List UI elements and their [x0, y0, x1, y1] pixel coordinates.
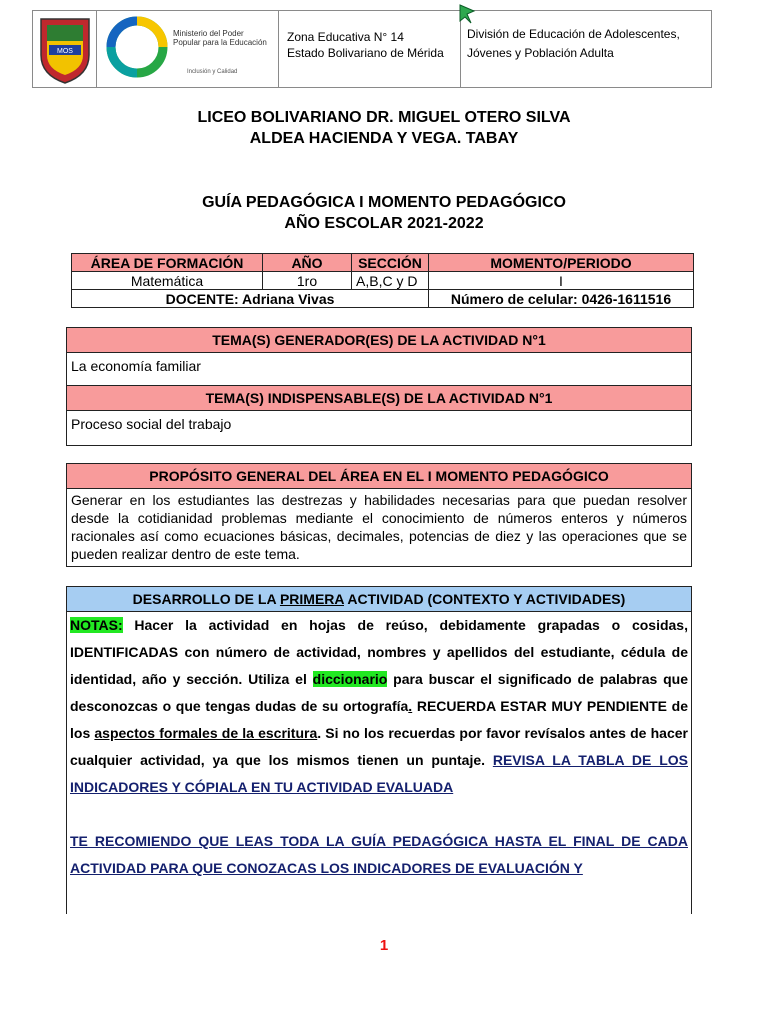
school-line-2: ALDEA HACIENDA Y VEGA. TABAY: [249, 130, 519, 147]
cell-area: Matemática: [72, 272, 263, 290]
formal-aspects-link: aspectos formales de la escritura: [94, 725, 318, 741]
school-crest-logo: [33, 11, 97, 87]
generator-content: La economía familiar: [67, 353, 691, 386]
indispensable-content: Proceso social del trabajo: [71, 416, 232, 432]
notes-p2: para buscar el significado de palabras que desconozcas o que tengas dudas de su ortografía: [70, 671, 688, 714]
ministry-logo: [97, 11, 279, 87]
school-title: [0, 107, 768, 149]
teacher-cell: DOCENTE: Adriana Vivas: [72, 290, 429, 308]
ministry-name: Ministerio del Poder Popular para la Educación: [173, 29, 267, 47]
division-line-1: División de Educación de Adolescentes,: [467, 27, 680, 41]
recommendation-text: TE RECOMIENDO QUE LEAS TODA LA GUÍA PEDAGÓGICA HASTA EL FINAL DE CADA ACTIVIDAD PARA QUE CONOZACAS LOS INDICADORES DE EVALUACIÓN Y: [70, 833, 688, 876]
ministry-tagline: Inclusión y Calidad: [187, 69, 238, 75]
cell-section: A,B,C y D: [352, 272, 429, 290]
header-year: AÑO: [263, 254, 352, 272]
zone-line-1: Zona Educativa N° 14: [287, 30, 404, 44]
purpose-box: [66, 463, 692, 567]
division-label: [461, 11, 711, 87]
header-period: MOMENTO/PERIODO: [429, 254, 694, 272]
notes-p2-dot: .: [408, 698, 413, 714]
guide-line-1: GUÍA PEDAGÓGICA I MOMENTO PEDAGÓGICO: [202, 194, 566, 211]
cell-period: I: [429, 272, 694, 290]
indispensable-title: TEMA(S) INDISPENSABLE(S) DE LA ACTIVIDAD N°1: [67, 386, 691, 411]
development-text: [67, 612, 691, 882]
dictionary-highlight: diccionario: [312, 671, 388, 687]
green-flag-icon: [457, 3, 477, 25]
page-number: 1: [379, 937, 389, 954]
header-area: ÁREA DE FORMACIÓN: [72, 254, 263, 272]
phone-cell: Número de celular: 0426-1611516: [429, 290, 694, 308]
review-indicators: REVISA LA TABLA DE LOS INDICADORES Y CÓPIALA EN TU ACTIVIDAD EVALUADA: [70, 752, 688, 795]
school-line-1: LICEO BOLIVARIANO DR. MIGUEL OTERO SILVA: [197, 109, 571, 126]
development-box: [66, 586, 692, 914]
svg-text:MOS: MOS: [57, 48, 73, 55]
guide-line-2: AÑO ESCOLAR 2021-2022: [284, 215, 484, 232]
cell-year: 1ro: [263, 272, 352, 290]
generator-title: TEMA(S) GENERADOR(ES) DE LA ACTIVIDAD N°1: [67, 328, 691, 353]
division-line-2: Jóvenes y Población Adulta: [467, 46, 614, 60]
development-title: [67, 587, 691, 612]
notes-label: NOTAS:: [70, 617, 123, 633]
purpose-title: PROPÓSITO GENERAL DEL ÁREA EN EL I MOMENTO PEDAGÓGICO: [67, 464, 691, 489]
development-title-first: PRIMERA: [279, 591, 344, 607]
header-section: SECCIÓN: [352, 254, 429, 272]
course-info-table: [71, 253, 694, 308]
notes-p4: . Si no los recuerdas por favor revísalos antes de hacer cualquier actividad, ya que los mismos tienen un puntaje.: [70, 725, 688, 768]
zone-label: [279, 11, 461, 87]
themes-box: [66, 327, 692, 446]
notes-p3: RECUERDA ESTAR MUY PENDIENTE de los: [70, 698, 688, 741]
purpose-content: Generar en los estudiantes las destrezas y habilidades necesarias para que puedan resolver desde la cotidianidad problemas mediante el conocimiento de números enteros y números racionales así como ecuaciones básicas, decimales, potencias de diez y las operaciones que se pueden realizar dentro de este tema.: [71, 492, 687, 562]
development-title-c: ACTIVIDAD (CONTEXTO Y ACTIVIDADES): [343, 591, 626, 607]
development-title-a: DESARROLLO DE LA: [132, 591, 280, 607]
letterhead: [32, 10, 712, 88]
zone-line-2: Estado Bolivariano de Mérida: [287, 46, 444, 60]
notes-p1: Hacer la actividad en hojas de reúso, debidamente grapadas o cosidas, IDENTIFICADAS con número de actividad, nombres y apellidos del estudiante, cédula de identidad, año y sección. Utiliza el: [70, 617, 688, 687]
guide-title: [0, 192, 768, 234]
